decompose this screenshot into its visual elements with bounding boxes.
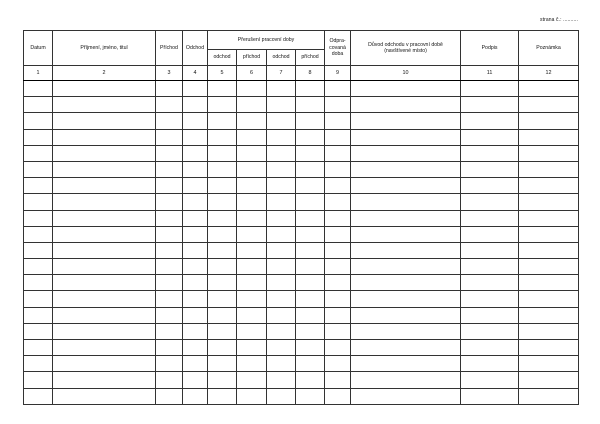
table-cell[interactable] [24, 356, 53, 372]
table-cell[interactable] [296, 210, 325, 226]
table-cell[interactable] [267, 242, 296, 258]
table-row [24, 275, 579, 291]
table-cell[interactable] [208, 307, 237, 323]
table-cell[interactable] [461, 113, 519, 129]
table-row [24, 388, 579, 404]
table-row [24, 129, 579, 145]
table-cell[interactable] [519, 97, 579, 113]
table-cell[interactable] [208, 113, 237, 129]
header-odpracovana-line2: covaná [329, 44, 346, 51]
table-cell[interactable] [53, 291, 156, 307]
table-row [24, 161, 579, 177]
header-datum: Datum [24, 31, 53, 66]
table-cell[interactable] [296, 242, 325, 258]
table-cell[interactable] [183, 145, 208, 161]
table-cell[interactable] [519, 178, 579, 194]
table-cell[interactable] [296, 291, 325, 307]
table-cell[interactable] [237, 372, 267, 388]
table-cell[interactable] [208, 145, 237, 161]
table-cell[interactable] [24, 129, 53, 145]
table-cell[interactable] [237, 81, 267, 97]
table-cell[interactable] [208, 97, 237, 113]
header-odchod: Odchod [183, 31, 208, 66]
table-cell[interactable] [237, 259, 267, 275]
column-number-9: 9 [325, 66, 351, 81]
table-cell[interactable] [183, 178, 208, 194]
table-cell[interactable] [183, 210, 208, 226]
table-cell[interactable] [296, 178, 325, 194]
table-cell[interactable] [296, 113, 325, 129]
table-cell[interactable] [267, 194, 296, 210]
table-cell[interactable] [296, 356, 325, 372]
table-cell[interactable] [183, 161, 208, 177]
table-cell[interactable] [53, 113, 156, 129]
table-cell[interactable] [519, 226, 579, 242]
table-cell[interactable] [325, 323, 351, 339]
table-cell[interactable] [237, 388, 267, 404]
table-cell[interactable] [24, 340, 53, 356]
table-cell[interactable] [351, 178, 461, 194]
table-cell[interactable] [267, 97, 296, 113]
table-cell[interactable] [267, 323, 296, 339]
table-row [24, 307, 579, 323]
table-cell[interactable] [53, 178, 156, 194]
table-cell[interactable] [24, 259, 53, 275]
table-cell[interactable] [519, 372, 579, 388]
table-cell[interactable] [519, 275, 579, 291]
table-cell[interactable] [183, 307, 208, 323]
table-cell[interactable] [156, 242, 183, 258]
table-row [24, 340, 579, 356]
table-cell[interactable] [325, 356, 351, 372]
table-cell[interactable] [237, 97, 267, 113]
table-cell[interactable] [237, 356, 267, 372]
table-cell[interactable] [208, 161, 237, 177]
table-cell[interactable] [461, 307, 519, 323]
subheader-prichod-2: příchod [296, 50, 325, 66]
table-cell[interactable] [461, 145, 519, 161]
table-cell[interactable] [267, 226, 296, 242]
table-cell[interactable] [351, 372, 461, 388]
subheader-prichod-1: příchod [237, 50, 267, 66]
table-cell[interactable] [156, 161, 183, 177]
table-cell[interactable] [156, 388, 183, 404]
table-cell[interactable] [156, 194, 183, 210]
header-duvod-line1: Důvod odchodu v pracovní době [368, 41, 443, 48]
table-row [24, 81, 579, 97]
table-cell[interactable] [24, 81, 53, 97]
table-cell[interactable] [296, 129, 325, 145]
table-row [24, 259, 579, 275]
table-cell[interactable] [183, 356, 208, 372]
table-cell[interactable] [461, 356, 519, 372]
table-cell[interactable] [461, 226, 519, 242]
table-cell[interactable] [53, 259, 156, 275]
table-row [24, 178, 579, 194]
table-cell[interactable] [296, 340, 325, 356]
table-cell[interactable] [24, 291, 53, 307]
table-cell[interactable] [351, 275, 461, 291]
table-cell[interactable] [461, 388, 519, 404]
table-cell[interactable] [24, 242, 53, 258]
table-cell[interactable] [267, 145, 296, 161]
header-prichod: Příchod [156, 31, 183, 66]
table-cell[interactable] [519, 129, 579, 145]
table-cell[interactable] [208, 226, 237, 242]
table-cell[interactable] [208, 340, 237, 356]
column-number-3: 3 [156, 66, 183, 81]
table-cell[interactable] [237, 291, 267, 307]
table-cell[interactable] [183, 323, 208, 339]
header-odpracovana [325, 31, 351, 66]
table-cell[interactable] [351, 81, 461, 97]
table-cell[interactable] [156, 97, 183, 113]
table-cell[interactable] [24, 194, 53, 210]
column-number-11: 11 [461, 66, 519, 81]
table-cell[interactable] [267, 340, 296, 356]
table-cell[interactable] [351, 161, 461, 177]
table-cell[interactable] [183, 291, 208, 307]
table-cell[interactable] [156, 275, 183, 291]
column-number-5: 5 [208, 66, 237, 81]
table-row [24, 210, 579, 226]
table-cell[interactable] [24, 388, 53, 404]
table-cell[interactable] [53, 161, 156, 177]
table-cell[interactable] [237, 340, 267, 356]
column-number-8: 8 [296, 66, 325, 81]
table-cell[interactable] [156, 307, 183, 323]
table-cell[interactable] [183, 259, 208, 275]
table-cell[interactable] [24, 323, 53, 339]
table-cell[interactable] [183, 113, 208, 129]
table-cell[interactable] [519, 259, 579, 275]
table-cell[interactable] [183, 340, 208, 356]
column-number-10: 10 [351, 66, 461, 81]
table-cell[interactable] [296, 372, 325, 388]
column-number-6: 6 [237, 66, 267, 81]
table-cell[interactable] [296, 145, 325, 161]
table-cell[interactable] [183, 81, 208, 97]
table-cell[interactable] [519, 210, 579, 226]
table-cell[interactable] [267, 259, 296, 275]
table-cell[interactable] [208, 275, 237, 291]
table-cell[interactable] [351, 388, 461, 404]
table-cell[interactable] [156, 372, 183, 388]
table-row [24, 97, 579, 113]
table-cell[interactable] [208, 194, 237, 210]
table-cell[interactable] [53, 97, 156, 113]
table-cell[interactable] [156, 129, 183, 145]
table-cell[interactable] [519, 145, 579, 161]
table-cell[interactable] [519, 291, 579, 307]
subheader-odchod-1: odchod [208, 50, 237, 66]
table-cell[interactable] [296, 161, 325, 177]
header-odpracovana-line1: Odpra- [329, 38, 346, 45]
table-cell[interactable] [267, 388, 296, 404]
table-cell[interactable] [351, 226, 461, 242]
table-cell[interactable] [156, 356, 183, 372]
table-cell[interactable] [237, 275, 267, 291]
table-cell[interactable] [267, 161, 296, 177]
table-cell[interactable] [351, 323, 461, 339]
table-cell[interactable] [296, 259, 325, 275]
table-cell[interactable] [237, 242, 267, 258]
table-cell[interactable] [296, 81, 325, 97]
table-cell[interactable] [24, 97, 53, 113]
header-podpis: Podpis [461, 31, 519, 66]
table-cell[interactable] [24, 210, 53, 226]
table-cell[interactable] [351, 194, 461, 210]
table-cell[interactable] [53, 81, 156, 97]
table-cell[interactable] [156, 323, 183, 339]
table-cell[interactable] [461, 194, 519, 210]
table-cell[interactable] [325, 145, 351, 161]
table-cell[interactable] [351, 242, 461, 258]
table-cell[interactable] [267, 113, 296, 129]
table-cell[interactable] [325, 275, 351, 291]
header-preruseni: Přerušení pracovní doby [208, 31, 325, 50]
table-cell[interactable] [267, 81, 296, 97]
table-cell[interactable] [351, 210, 461, 226]
table-cell[interactable] [208, 323, 237, 339]
table-cell[interactable] [183, 194, 208, 210]
attendance-table [23, 30, 579, 405]
table-cell[interactable] [325, 194, 351, 210]
table-cell[interactable] [296, 323, 325, 339]
table-cell[interactable] [325, 210, 351, 226]
table-cell[interactable] [53, 226, 156, 242]
table-cell[interactable] [461, 81, 519, 97]
table-cell[interactable] [24, 307, 53, 323]
table-cell[interactable] [208, 178, 237, 194]
table-cell[interactable] [53, 307, 156, 323]
table-cell[interactable] [237, 210, 267, 226]
table-cell[interactable] [208, 242, 237, 258]
column-number-1: 1 [24, 66, 53, 81]
table-cell[interactable] [267, 210, 296, 226]
table-cell[interactable] [237, 145, 267, 161]
table-cell[interactable] [267, 275, 296, 291]
table-cell[interactable] [325, 97, 351, 113]
table-cell[interactable] [24, 145, 53, 161]
table-cell[interactable] [325, 291, 351, 307]
table-cell[interactable] [183, 242, 208, 258]
table-cell[interactable] [461, 259, 519, 275]
table-cell[interactable] [208, 129, 237, 145]
table-cell[interactable] [325, 259, 351, 275]
table-cell[interactable] [461, 372, 519, 388]
table-cell[interactable] [183, 129, 208, 145]
column-number-7: 7 [267, 66, 296, 81]
table-cell[interactable] [237, 307, 267, 323]
table-cell[interactable] [519, 323, 579, 339]
table-cell[interactable] [53, 340, 156, 356]
table-cell[interactable] [519, 356, 579, 372]
table-cell[interactable] [461, 129, 519, 145]
table-cell[interactable] [461, 291, 519, 307]
table-cell[interactable] [519, 81, 579, 97]
table-cell[interactable] [237, 113, 267, 129]
table-cell[interactable] [325, 81, 351, 97]
table-cell[interactable] [53, 323, 156, 339]
table-row [24, 226, 579, 242]
table-cell[interactable] [519, 242, 579, 258]
table-cell[interactable] [519, 113, 579, 129]
table-cell[interactable] [156, 340, 183, 356]
table-cell[interactable] [351, 113, 461, 129]
table-cell[interactable] [53, 129, 156, 145]
table-cell[interactable] [237, 129, 267, 145]
table-cell[interactable] [325, 388, 351, 404]
table-cell[interactable] [351, 340, 461, 356]
table-cell[interactable] [351, 291, 461, 307]
table-cell[interactable] [24, 372, 53, 388]
table-cell[interactable] [296, 226, 325, 242]
table-cell[interactable] [183, 97, 208, 113]
table-cell[interactable] [519, 340, 579, 356]
table-cell[interactable] [24, 161, 53, 177]
header-duvod-line2: (navštívené místo) [384, 48, 427, 54]
table-cell[interactable] [53, 210, 156, 226]
table-cell[interactable] [156, 210, 183, 226]
table-cell[interactable] [325, 242, 351, 258]
table-cell[interactable] [325, 129, 351, 145]
table-cell[interactable] [461, 178, 519, 194]
table-cell[interactable] [351, 97, 461, 113]
column-number-4: 4 [183, 66, 208, 81]
table-row [24, 113, 579, 129]
table-cell[interactable] [183, 226, 208, 242]
table-cell[interactable] [53, 388, 156, 404]
table-cell[interactable] [351, 356, 461, 372]
table-cell[interactable] [325, 372, 351, 388]
table-cell[interactable] [156, 145, 183, 161]
table-row [24, 242, 579, 258]
table-cell[interactable] [519, 388, 579, 404]
table-cell[interactable] [24, 113, 53, 129]
table-cell[interactable] [208, 210, 237, 226]
table-cell[interactable] [156, 81, 183, 97]
table-cell[interactable] [519, 161, 579, 177]
table-cell[interactable] [237, 161, 267, 177]
table-cell[interactable] [156, 178, 183, 194]
table-cell[interactable] [461, 210, 519, 226]
table-cell[interactable] [325, 226, 351, 242]
table-cell[interactable] [24, 226, 53, 242]
header-duvod [351, 31, 461, 66]
header-poznamka: Poznámka [519, 31, 579, 66]
table-cell[interactable] [519, 194, 579, 210]
table-cell[interactable] [351, 145, 461, 161]
table-cell[interactable] [325, 340, 351, 356]
table-cell[interactable] [461, 323, 519, 339]
table-cell[interactable] [156, 291, 183, 307]
table-row [24, 145, 579, 161]
table-cell[interactable] [156, 226, 183, 242]
table-cell[interactable] [267, 307, 296, 323]
table-cell[interactable] [519, 307, 579, 323]
table-cell[interactable] [267, 356, 296, 372]
table-cell[interactable] [296, 307, 325, 323]
table-cell[interactable] [183, 388, 208, 404]
table-cell[interactable] [53, 275, 156, 291]
table-cell[interactable] [325, 113, 351, 129]
table-row [24, 291, 579, 307]
table-cell[interactable] [156, 259, 183, 275]
table-cell[interactable] [351, 307, 461, 323]
table-cell[interactable] [461, 161, 519, 177]
table-cell[interactable] [53, 194, 156, 210]
table-cell[interactable] [208, 356, 237, 372]
table-cell[interactable] [461, 242, 519, 258]
table-cell[interactable] [267, 178, 296, 194]
column-number-2: 2 [53, 66, 156, 81]
table-cell[interactable] [296, 194, 325, 210]
column-number-12: 12 [519, 66, 579, 81]
table-cell[interactable] [53, 145, 156, 161]
table-row [24, 372, 579, 388]
table-cell[interactable] [325, 178, 351, 194]
table-cell[interactable] [296, 388, 325, 404]
table-cell[interactable] [351, 259, 461, 275]
table-cell[interactable] [296, 275, 325, 291]
table-cell[interactable] [53, 372, 156, 388]
header-row [24, 31, 579, 50]
table-cell[interactable] [183, 275, 208, 291]
table-cell[interactable] [461, 340, 519, 356]
table-cell[interactable] [208, 259, 237, 275]
table-cell[interactable] [208, 388, 237, 404]
table-cell[interactable] [461, 97, 519, 113]
subheader-odchod-2: odchod [267, 50, 296, 66]
table-cell[interactable] [325, 161, 351, 177]
table-cell[interactable] [237, 226, 267, 242]
table-cell[interactable] [24, 275, 53, 291]
table-cell[interactable] [53, 242, 156, 258]
table-cell[interactable] [351, 129, 461, 145]
table-cell[interactable] [53, 356, 156, 372]
header-odpracovana-line3: doba [331, 51, 344, 58]
table-cell[interactable] [208, 372, 237, 388]
table-cell[interactable] [237, 178, 267, 194]
header-jmeno: Příjmení, jméno, titul [53, 31, 156, 66]
table-cell[interactable] [237, 194, 267, 210]
table-row [24, 356, 579, 372]
table-row [24, 323, 579, 339]
table-cell[interactable] [267, 129, 296, 145]
table-cell[interactable] [267, 372, 296, 388]
table-body [24, 81, 579, 405]
table-cell[interactable] [267, 291, 296, 307]
column-number-row [24, 66, 579, 81]
table-cell[interactable] [24, 178, 53, 194]
table-cell[interactable] [237, 323, 267, 339]
page-number-label: strana č.: .......... [540, 17, 578, 23]
table-cell[interactable] [461, 275, 519, 291]
table-cell[interactable] [156, 113, 183, 129]
table-cell[interactable] [296, 97, 325, 113]
table-cell[interactable] [325, 307, 351, 323]
table-cell[interactable] [183, 372, 208, 388]
table-cell[interactable] [208, 291, 237, 307]
table-row [24, 194, 579, 210]
table-cell[interactable] [208, 81, 237, 97]
